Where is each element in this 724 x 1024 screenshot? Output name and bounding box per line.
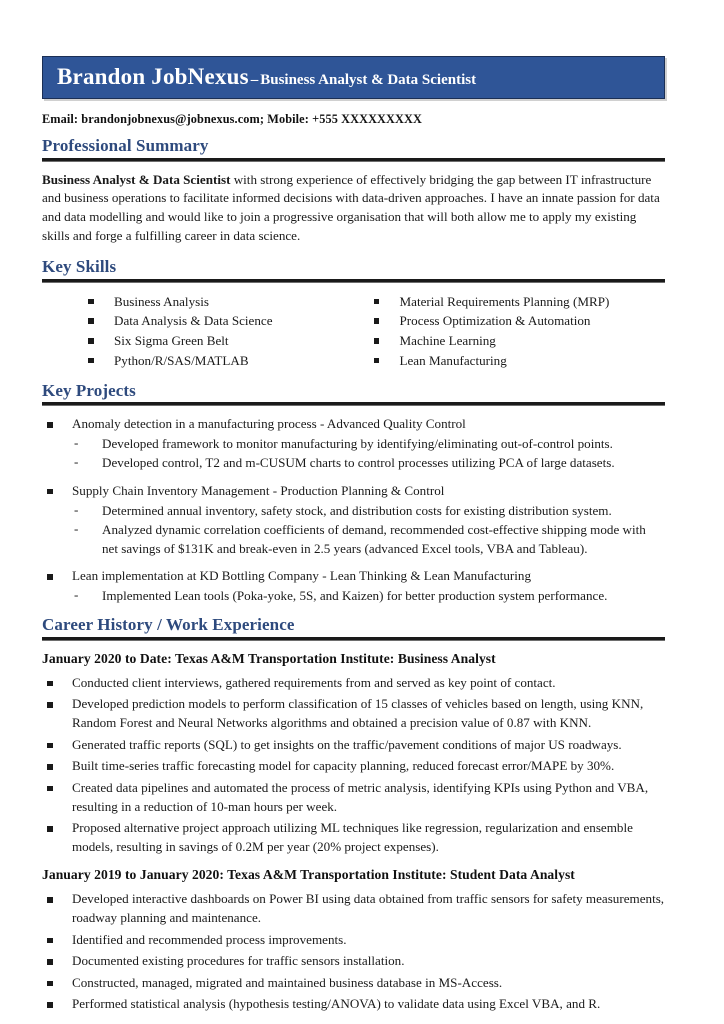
list-item: - Analyzed dynamic correlation coefficients of demand, recommended cost-effective shipping mode with net savings of $131K and break-even in 2.5 years (advanced Excel tools, VBA and Tableau).	[72, 521, 665, 559]
list-item: Six Sigma Green Belt	[88, 331, 354, 350]
list-item: Created data pipelines and automated the process of metric analysis, identifying KPIs using Python and VBA, resulting in a reduction of 10-man hours per week.	[47, 779, 665, 817]
list-item: Anomaly detection in a manufacturing process - Advanced Quality Control	[47, 415, 665, 434]
list-item: Developed prediction models to perform classification of 15 classes of vehicles based on length, using KNN, Random Forest and Neural Networks algorithms and obtained a precision value of 0.87 with KNN.	[47, 695, 665, 733]
section-heading-projects: Key Projects	[42, 380, 136, 400]
list-item: Identified and recommended process improvements.	[47, 931, 665, 950]
project-details-0	[42, 435, 665, 473]
section-heading-skills: Key Skills	[42, 257, 117, 277]
section-rule-experience	[42, 637, 665, 641]
summary-body: with strong experience of effectively bridging the gap between IT infrastructure and business operations to facilitate informed decisions with data-driven approaches. I have an innate passion for data and data modelling and would like to join a progressive organisation that will both allow me to apply my existing skills and forge a fulfilling career in data science.	[42, 171, 660, 243]
section-rule-skills	[42, 279, 665, 283]
job-bullets-0	[42, 674, 665, 857]
list-item: Developed interactive dashboards on Power BI using data obtained from traffic sensors for safety measurements, roadway planning and maintenance.	[47, 890, 665, 928]
section-key-skills	[42, 257, 665, 370]
section-rule-projects	[42, 402, 665, 406]
section-heading-summary: Professional Summary	[42, 136, 209, 156]
project-details-1	[42, 502, 665, 559]
list-item: Constructed, managed, migrated and maintained business database in MS-Access.	[47, 974, 665, 993]
job-title: January 2019 to January 2020: Texas A&M Transportation Institute: Student Data Analyst	[42, 867, 575, 883]
projects-list	[42, 482, 665, 501]
list-item: Supply Chain Inventory Management - Production Planning & Control	[47, 482, 665, 501]
project-details-2	[42, 587, 665, 606]
list-item: Data Analysis & Data Science	[88, 311, 354, 330]
section-key-projects	[42, 381, 665, 607]
skills-column-left	[42, 292, 354, 371]
summary-paragraph	[42, 171, 665, 245]
job-title: January 2020 to Date: Texas A&M Transportation Institute: Business Analyst	[42, 650, 496, 666]
list-item: Documented existing procedures for traffic sensors installation.	[47, 952, 665, 971]
name-banner	[42, 56, 665, 99]
list-item: Machine Learning	[374, 331, 666, 350]
list-item: Built time-series traffic forecasting model for capacity planning, reduced forecast error/MAPE by 30%.	[47, 757, 665, 776]
candidate-name: Brandon JobNexus	[57, 64, 249, 89]
list-item: Generated traffic reports (SQL) to get insights on the traffic/pavement conditions of major US roadways.	[47, 736, 665, 755]
projects-list	[42, 567, 665, 586]
list-item: Performed statistical analysis (hypothesis testing/ANOVA) to validate data using Excel VBA, and R.	[47, 995, 665, 1014]
projects-list	[42, 415, 665, 434]
summary-lead: Business Analyst & Data Scientist	[42, 171, 231, 187]
section-career-history	[42, 615, 665, 1014]
section-professional-summary	[42, 136, 665, 245]
candidate-tagline: Business Analyst & Data Scientist	[260, 72, 477, 88]
name-line	[57, 64, 652, 89]
skills-column-right	[354, 292, 666, 371]
list-item: Business Analysis	[88, 292, 354, 311]
skills-list-left	[88, 292, 354, 370]
list-item: - Determined annual inventory, safety stock, and distribution costs for existing distribution system.	[72, 502, 665, 521]
list-item: - Developed control, T2 and m-CUSUM charts to control processes utilizing PCA of large datasets.	[72, 454, 665, 473]
section-heading-experience: Career History / Work Experience	[42, 615, 295, 635]
list-item: Lean implementation at KD Bottling Company - Lean Thinking & Lean Manufacturing	[47, 567, 665, 586]
list-item: - Implemented Lean tools (Poka-yoke, 5S, and Kaizen) for better production system performance.	[72, 587, 665, 606]
job-bullets-1	[42, 890, 665, 1014]
list-item: Process Optimization & Automation	[374, 311, 666, 330]
list-item: Python/R/SAS/MATLAB	[88, 351, 354, 370]
list-item: Conducted client interviews, gathered requirements from and served as key point of contact.	[47, 674, 665, 693]
name-separator: –	[250, 72, 259, 88]
list-item: Lean Manufacturing	[374, 351, 666, 370]
list-item: Proposed alternative project approach utilizing ML techniques like regression, regularization and ensemble models, resulting in savings of 0.2M per year (20% project expenses).	[47, 819, 665, 857]
section-rule-summary	[42, 158, 665, 162]
skills-list-right	[374, 292, 666, 370]
skills-columns	[42, 292, 665, 371]
list-item: Material Requirements Planning (MRP)	[374, 292, 666, 311]
list-item: - Developed framework to monitor manufacturing by identifying/eliminating out-of-control points.	[72, 435, 665, 454]
contact-line: Email: brandonjobnexus@jobnexus.com; Mobile: +555 XXXXXXXXX	[42, 112, 422, 127]
